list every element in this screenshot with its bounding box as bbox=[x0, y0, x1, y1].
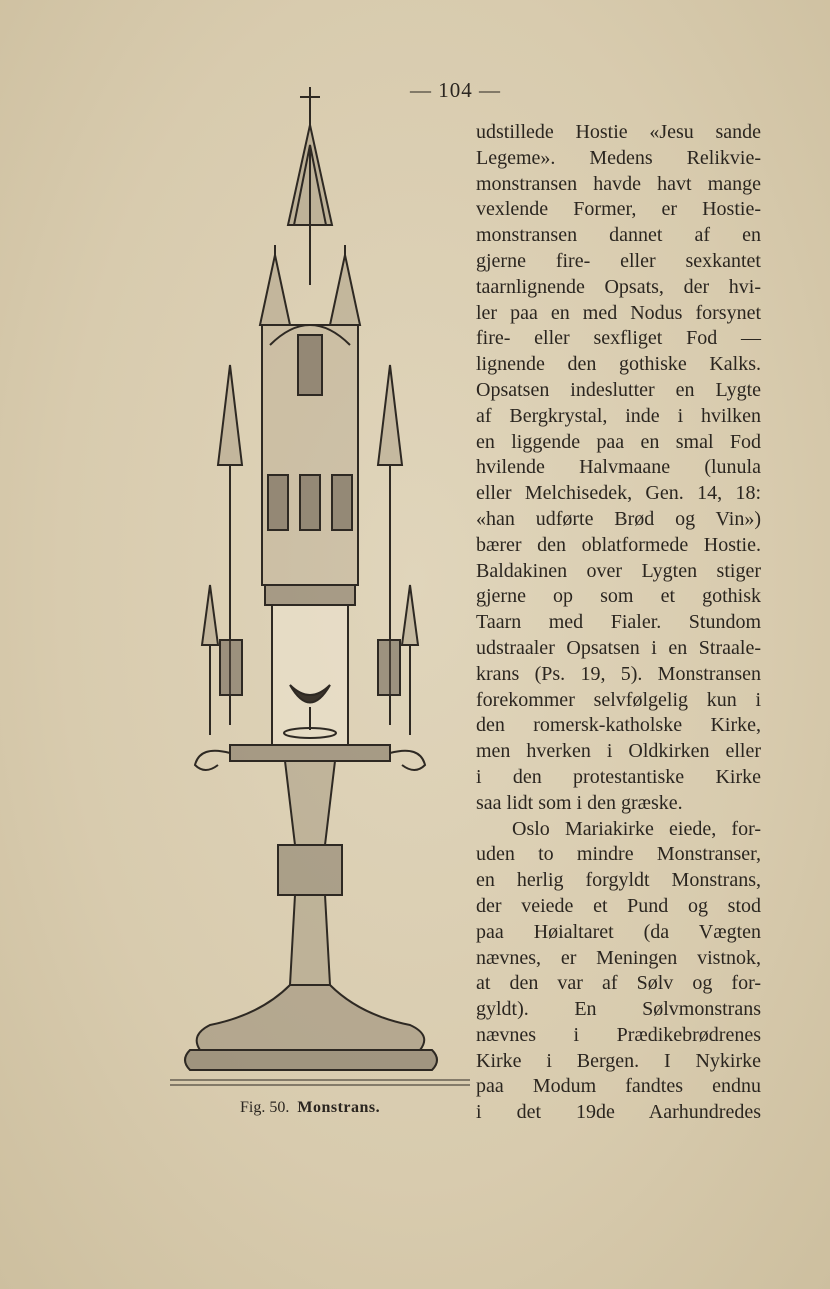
text-line: paa Høialtaret (da Vægten bbox=[476, 920, 761, 943]
figure-title: Monstrans. bbox=[297, 1099, 381, 1116]
text-line: af Bergkrystal, inde i hvilken bbox=[476, 404, 761, 427]
text-line: krans (Ps. 19, 5). Monstransen bbox=[476, 662, 761, 685]
text-line: uden to mindre Monstranser, bbox=[476, 843, 761, 866]
body-text bbox=[476, 120, 761, 1126]
text-line: Opsatsen indeslutter en Lygte bbox=[476, 378, 761, 401]
text-line: hvilende Halvmaane (lunula bbox=[476, 456, 761, 479]
text-line: forekommer selvfølgelig kun i bbox=[476, 688, 761, 711]
figure-caption bbox=[240, 1099, 380, 1117]
text-line: Baldakinen over Lygten stiger bbox=[476, 559, 761, 582]
text-line: der veiede et Pund og stod bbox=[476, 894, 761, 917]
text-line: gjerne op som et gothisk bbox=[476, 585, 761, 608]
text-line: Legeme». Medens Relikvie- bbox=[476, 146, 761, 169]
figure-number: Fig. 50. bbox=[240, 1099, 290, 1116]
text-line: monstransen dannet af en bbox=[476, 224, 761, 247]
text-line: gjerne fire- eller sexkantet bbox=[476, 249, 761, 272]
text-line: en herlig forgyldt Monstrans, bbox=[476, 869, 761, 892]
text-line: udstraaler Opsatsen i en Straale- bbox=[476, 636, 761, 659]
text-line: Kirke i Bergen. I Nykirke bbox=[476, 1049, 761, 1072]
text-line: paa Modum fandtes endnu bbox=[476, 1075, 761, 1098]
text-line: eller Melchisedek, Gen. 14, 18: bbox=[476, 482, 761, 505]
text-line: ler paa en med Nodus forsynet bbox=[476, 301, 761, 324]
text-line: saa lidt som i den græske. bbox=[476, 791, 683, 814]
text-line: den romersk-katholske Kirke, bbox=[476, 714, 761, 737]
text-line: «han udførte Brød og Vin») bbox=[476, 507, 761, 530]
text-line: vexlende Former, er Hostie- bbox=[476, 198, 761, 221]
monstrance-engraving bbox=[170, 85, 470, 1095]
text-line: Taarn med Fialer. Stundom bbox=[476, 611, 761, 634]
text-line: monstransen havde havt mange bbox=[476, 172, 761, 195]
text-line: udstillede Hostie «Jesu sande bbox=[476, 121, 761, 143]
text-line: nævnes i Prædikebrødrenes bbox=[476, 1023, 761, 1046]
text-line: men hverken i Oldkirken eller bbox=[476, 740, 761, 763]
text-line: bærer den oblatformede Hostie. bbox=[476, 533, 761, 556]
text-line: Oslo Mariakirke eiede, for- bbox=[512, 817, 761, 840]
text-line: fire- eller sexfliget Fod — bbox=[476, 327, 761, 350]
text-line: i det 19de Aarhundredes bbox=[476, 1101, 761, 1124]
text-line: i den protestantiske Kirke bbox=[476, 765, 761, 788]
text-line: en liggende paa en smal Fod bbox=[476, 430, 761, 453]
text-line: at den var af Sølv og for- bbox=[476, 972, 761, 995]
text-line: gyldt). En Sølvmonstrans bbox=[476, 998, 761, 1021]
page-number: — 104 — bbox=[410, 78, 501, 102]
text-line: lignende den gothiske Kalks. bbox=[476, 353, 761, 376]
text-line: taarnlignende Opsats, der hvi- bbox=[476, 275, 761, 298]
text-line: nævnes, er Meningen vistnok, bbox=[476, 946, 761, 969]
